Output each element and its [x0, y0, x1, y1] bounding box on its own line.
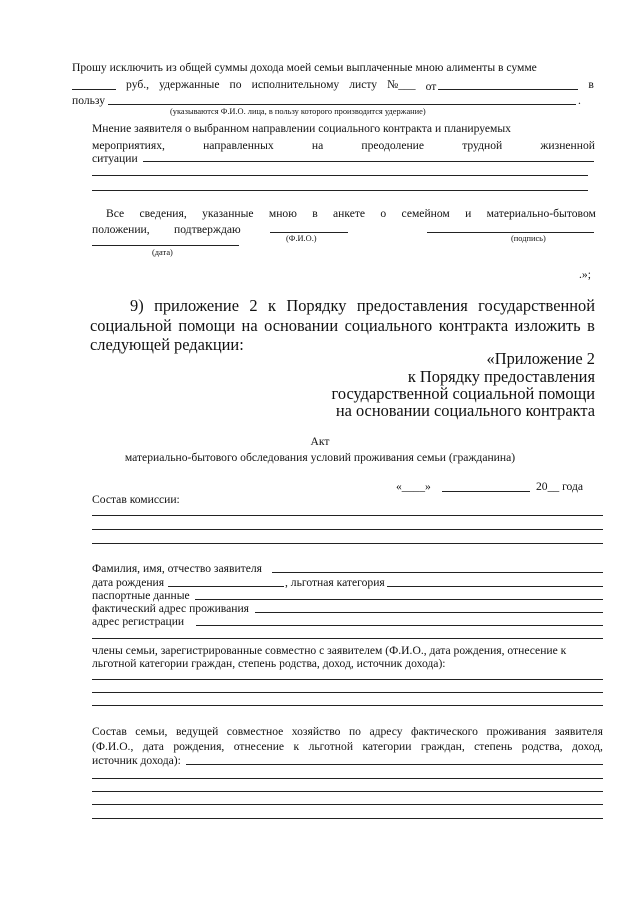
amendment-word: контракта [438, 316, 509, 335]
household-word: хозяйство [291, 725, 341, 738]
household-word: проживания [486, 725, 547, 738]
household-blank-1 [186, 764, 603, 765]
commission-blank-2 [92, 529, 603, 530]
appendix-title: «Приложение 2 [486, 349, 595, 368]
confirm-word: семейном [401, 207, 450, 220]
confirm-word: мною [268, 207, 297, 220]
confirm-word: положении, [92, 223, 150, 236]
commission-blank-3 [92, 543, 603, 544]
date-hint: (дата) [152, 248, 173, 257]
confirm-word: в [312, 207, 318, 220]
household-word: совместное [226, 725, 284, 738]
alimony-word: листу [349, 78, 378, 91]
confirm-word: подтверждаю [174, 223, 241, 236]
household-blank-2 [92, 778, 603, 779]
amendment-line-1 [130, 298, 595, 314]
confirm-word: анкете [333, 207, 366, 220]
fio-blank [270, 232, 348, 233]
amendment-word: социальной [90, 316, 172, 335]
appendix-line-2: к Порядку предоставления [407, 367, 595, 386]
confirm-word: Все [106, 207, 125, 220]
opinion-word: мероприятиях, [92, 139, 165, 152]
household-word: граждан, [420, 740, 465, 753]
date-blank [438, 79, 578, 90]
date-blank [92, 245, 239, 246]
household-word: семьи, [135, 725, 168, 738]
household-word: заявителя [554, 725, 603, 738]
confirm-word: и [465, 207, 472, 220]
fio-field-blank [272, 572, 603, 573]
alimony-word: исполнительному [251, 78, 340, 91]
signature-blank [427, 232, 594, 233]
amendment-line-3: следующей редакции: [90, 335, 244, 354]
amount-blank [72, 79, 116, 90]
household-word: рождения, [173, 740, 225, 753]
opinion-word: жизненной [540, 139, 595, 152]
amendment-word: к [267, 296, 276, 315]
members-blank-2 [92, 692, 603, 693]
household-word: дата [142, 740, 164, 753]
fio-label: Фамилия, имя, отчество заявителя [92, 562, 262, 575]
alimony-word: от [425, 80, 437, 93]
recipient-blank [108, 104, 576, 105]
commission-blank-1 [92, 515, 603, 516]
household-word: доход, [571, 740, 603, 753]
birth-field-blank [168, 586, 284, 587]
confirm-word: указанные [202, 207, 254, 220]
household-line-2 [92, 741, 603, 753]
opinion-line-2 [92, 140, 595, 152]
confirm-word: сведения, [139, 207, 187, 220]
fio-hint: (Ф.И.О.) [286, 234, 317, 243]
alimony-line-3-end: . [578, 94, 581, 107]
recipient-hint: (указываются Ф.И.О. лица, в пользу которого производится удержание) [170, 107, 426, 116]
amendment-line-2 [90, 318, 595, 334]
household-word: по [348, 725, 361, 738]
alimony-line-2 [72, 79, 594, 93]
members-blank-1 [92, 679, 603, 680]
signature-hint: (подпись) [511, 234, 546, 243]
category-field-blank [387, 586, 603, 587]
appendix-line-4: на основании социального контракта [335, 401, 595, 420]
act-date-month-blank [442, 491, 530, 492]
household-blank-3 [92, 791, 603, 792]
appendix-line-3: государственной социальной помощи [331, 384, 595, 403]
opinion-blank-3 [92, 190, 588, 191]
confirm-word: материально-бытовом [486, 207, 596, 220]
act-subtitle: материально-бытового обследования условий проживания семьи (гражданина) [124, 451, 516, 464]
household-word: фактического [411, 725, 478, 738]
confirm-word: о [380, 207, 387, 220]
household-word: отнесение [233, 740, 285, 753]
amendment-word: изложить [514, 316, 581, 335]
category-label: , льготная категория [285, 576, 385, 589]
household-line-1 [92, 726, 603, 738]
actual-address-label: фактический адрес проживания [92, 602, 250, 615]
amendment-word: приложение [154, 296, 239, 315]
members-line-2: льготной категории граждан, степень родства, доход, источник дохода): [92, 657, 446, 670]
household-word: Состав [92, 725, 127, 738]
household-word: льготной [308, 740, 354, 753]
opinion-blank-1 [143, 161, 594, 162]
reg-address-blank-2 [92, 638, 603, 639]
amendment-word: в [587, 316, 595, 335]
confirm-closing: .»; [579, 268, 591, 281]
opinion-word: на [311, 139, 324, 152]
household-line-3: источник дохода): [92, 754, 181, 767]
alimony-word: удержанные [159, 78, 220, 91]
act-date-open: «____» [396, 480, 431, 493]
amendment-word: на [241, 316, 258, 335]
passport-label: паспортные данные [92, 589, 190, 602]
household-word: ведущей [175, 725, 219, 738]
alimony-word: руб., [126, 78, 150, 91]
alimony-word: №___ [387, 78, 416, 91]
reg-address-label: адрес регистрации [92, 615, 185, 628]
amendment-number: 9) [130, 296, 144, 315]
amendment-word: помощи [178, 316, 235, 335]
household-word: адресу [369, 725, 403, 738]
amendment-word: 2 [249, 296, 258, 315]
amendment-word: социального [344, 316, 433, 335]
household-word: родства, [521, 740, 563, 753]
opinion-word: направленных [203, 139, 274, 152]
reg-address-blank [196, 625, 603, 626]
household-word: к [293, 740, 300, 753]
amendment-word: Порядку [286, 296, 347, 315]
birth-label: дата рождения [92, 576, 165, 589]
confirm-line-1 [106, 208, 596, 220]
actual-address-blank [255, 612, 603, 613]
household-blank-4 [92, 804, 603, 805]
opinion-line-3-label: ситуации [92, 152, 138, 165]
amendment-word: основании [264, 316, 339, 335]
opinion-word: трудной [462, 139, 503, 152]
opinion-line-1: Мнение заявителя о выбранном направлении социального контракта и планируемых [92, 122, 511, 135]
alimony-line-1: Прошу исключить из общей суммы дохода моей семьи выплаченные мною алименты в сумме [72, 61, 537, 74]
household-blank-5 [92, 818, 603, 819]
household-word: степень [474, 740, 513, 753]
amendment-word: государственной [478, 296, 595, 315]
alimony-word: в [588, 78, 594, 91]
commission-label: Состав комиссии: [92, 493, 180, 506]
household-word: категории [362, 740, 412, 753]
amendment-word: предоставления [356, 296, 468, 315]
members-line-1: члены семьи, зарегистрированные совместно с заявителем (Ф.И.О., дата рождения, отнесение к [92, 644, 567, 657]
passport-field-blank [195, 599, 603, 600]
alimony-line-3-label: пользу [72, 94, 106, 107]
household-word: (Ф.И.О., [92, 740, 134, 753]
members-blank-3 [92, 705, 603, 706]
alimony-word: по [229, 78, 242, 91]
act-date-year: 20__ года [536, 480, 584, 493]
opinion-word: преодоление [361, 139, 425, 152]
act-title: Акт [310, 435, 330, 448]
opinion-blank-2 [92, 175, 588, 176]
